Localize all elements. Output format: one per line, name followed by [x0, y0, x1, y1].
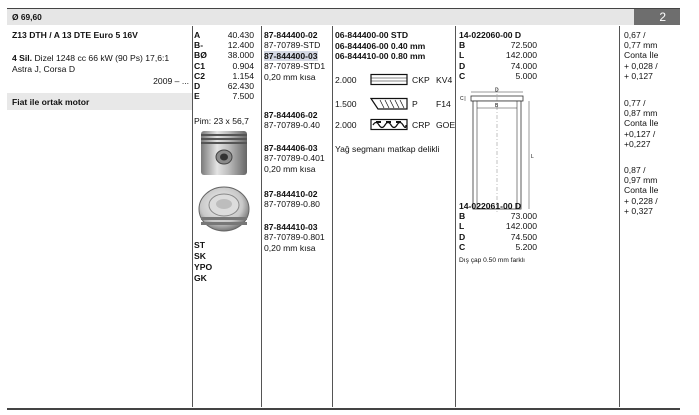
part-entry	[264, 30, 334, 51]
part-entry	[264, 51, 334, 82]
ring-oil-control-icon	[370, 118, 408, 132]
engine-cylinders: 4 Sil.	[12, 53, 33, 63]
ring-size: 2.000	[335, 75, 357, 85]
engine-description	[12, 53, 192, 74]
dimension-value: 40.430	[227, 30, 254, 40]
piston-crown-image	[197, 183, 252, 233]
part-code[interactable]: 87-844410-03	[264, 222, 318, 232]
liner-spec-row: B 72.500	[459, 40, 537, 51]
ring-size: 2.000	[335, 120, 357, 130]
part-entry	[264, 143, 334, 174]
dimension-row	[194, 81, 254, 91]
code-sk: SK	[194, 251, 206, 261]
clearance-line: 0,77 /	[624, 98, 646, 108]
part-entry	[264, 222, 334, 253]
liner-spec-row: C 5.200	[459, 241, 537, 252]
dimension-key: D	[194, 81, 201, 92]
dimension-key: B-	[194, 40, 204, 51]
part-code[interactable]: 87-844400-02	[264, 30, 318, 40]
dimension-key: E	[194, 91, 200, 102]
engine-spec: Dizel 1248 cc 66 kW (90 Ps) 17,6:1	[34, 53, 170, 63]
liner-spec-row: D 74.500	[459, 231, 537, 242]
piston-pin: Pim: 23 x 56,7	[194, 116, 249, 126]
dimension-value: 12.400	[227, 40, 254, 51]
ring-code: F14	[436, 99, 451, 109]
liner-label-c: C	[460, 96, 464, 102]
ring-row	[335, 118, 455, 132]
bore-size: Ø 69,60	[12, 12, 42, 22]
engine-years: 2009 – ...	[153, 76, 189, 86]
liner-spec-row: C 5.000	[459, 70, 537, 81]
catalog-row	[7, 26, 680, 410]
ring-column	[335, 26, 455, 406]
piston-side-image	[197, 129, 252, 177]
clearance-line: +0,227	[624, 138, 651, 149]
clearance-line: + 0,127	[624, 70, 653, 81]
clearance-entry	[624, 165, 678, 216]
piston-dimensions-table	[194, 30, 254, 101]
code-gk: GK	[194, 273, 207, 283]
clearance-line: + 0,028 /	[624, 60, 658, 71]
shared-engine-label: Fiat ile ortak motor	[12, 97, 90, 107]
page-number: 2	[634, 9, 680, 25]
clearance-line: 0,77 mm	[624, 40, 658, 51]
part-alt-code: 87-70789-STD1	[264, 61, 326, 72]
liner-footnote: Dış çap 0.50 mm farklı	[459, 257, 525, 264]
liner-drawing	[459, 86, 537, 214]
ring-set-list	[335, 30, 425, 62]
dimension-value: 1.154	[232, 70, 254, 81]
liner-spec-row: L 142.000	[459, 221, 537, 232]
part-code-highlighted[interactable]: 87-844400-03	[264, 51, 318, 61]
dimension-value: 7.500	[232, 91, 254, 102]
column-divider	[455, 26, 456, 407]
part-number-column	[264, 26, 332, 406]
liner-spec-row: L 142.000	[459, 50, 537, 61]
liner-entry	[459, 30, 537, 81]
part-entry	[264, 110, 334, 131]
ring-kind: CKP	[412, 75, 430, 85]
liner-label-d: D	[495, 87, 499, 94]
dimension-row	[194, 61, 254, 71]
dimension-key: BØ	[194, 50, 207, 61]
clearance-line: +0,127 /	[624, 128, 656, 139]
part-alt-code: 87-70789-STD	[264, 40, 321, 51]
dimension-row	[194, 91, 254, 101]
ring-row	[335, 97, 455, 111]
part-alt-code: 87-70789-0.40	[264, 120, 320, 131]
part-alt-code: 87-70789-0.401	[264, 153, 325, 164]
dimension-row	[194, 40, 254, 50]
part-code[interactable]: 87-844406-03	[264, 143, 318, 153]
part-alt-code: 87-70789-0.801	[264, 232, 325, 243]
clearance-column	[620, 26, 680, 406]
dimension-key: C1	[194, 60, 205, 71]
ring-scraper-icon	[370, 97, 408, 111]
clearance-line: Conta İle	[624, 118, 659, 129]
engine-title: Z13 DTH / A 13 DTE Euro 5 16V	[12, 30, 138, 40]
dimension-value: 0.904	[232, 60, 254, 71]
liner-spec-row: B 73.000	[459, 211, 537, 222]
liner-code[interactable]: 14-022060-00 D	[459, 30, 522, 40]
clearance-line: + 0,228 /	[624, 195, 658, 206]
liner-column	[457, 26, 539, 406]
ring-row	[335, 73, 455, 87]
ring-set-code[interactable]: 06-844410-00 0.80 mm	[335, 51, 426, 61]
liner-code[interactable]: 14-022061-00 D	[459, 201, 522, 211]
liner-entry	[459, 201, 537, 252]
liner-label-l: L	[531, 154, 534, 160]
ring-kind: P	[412, 99, 418, 109]
dimension-value: 62.430	[227, 81, 254, 92]
dimension-key: A	[194, 30, 201, 40]
clearance-line: 0,87 /	[624, 165, 646, 175]
part-code[interactable]: 87-844406-02	[264, 110, 318, 120]
ring-code: GOE	[436, 120, 456, 130]
clearance-line: + 0,327	[624, 205, 653, 216]
column-divider	[261, 26, 262, 407]
part-note: 0,20 mm kısa	[264, 163, 316, 174]
part-code[interactable]: 87-844410-02	[264, 189, 318, 199]
ring-size: 1.500	[335, 99, 357, 109]
clearance-entry	[624, 98, 678, 149]
ring-set-code[interactable]: 06-844400-00 STD	[335, 30, 409, 40]
clearance-line: Conta İle	[624, 50, 659, 61]
ring-note: Yağ segmanı matkap delikli	[335, 144, 440, 154]
column-divider	[332, 26, 333, 407]
ring-compression-icon	[370, 73, 408, 87]
part-entry	[264, 189, 334, 210]
ring-kind: CRP	[412, 120, 431, 130]
part-note: 0,20 mm kısa	[264, 71, 316, 82]
piston-codes	[194, 240, 212, 284]
shared-engine-bar	[7, 93, 192, 110]
liner-spec-row: D 74.000	[459, 60, 537, 71]
dimension-key: C2	[194, 70, 205, 81]
dimension-row	[194, 50, 254, 60]
code-ypo: YPO	[194, 262, 213, 272]
header-bar	[7, 8, 680, 25]
liner-label-b: B	[495, 103, 499, 109]
ring-code: KV4	[436, 75, 453, 85]
engine-vehicles: Astra J, Corsa D	[12, 63, 76, 74]
clearance-line: 0,67 /	[624, 30, 646, 40]
code-st: ST	[194, 240, 205, 250]
dimension-value: 38.000	[227, 50, 254, 61]
column-divider	[192, 26, 193, 407]
part-alt-code: 87-70789-0.80	[264, 199, 320, 210]
clearance-line: 0,97 mm	[624, 175, 658, 186]
clearance-line: Conta İle	[624, 185, 659, 196]
dimension-row	[194, 30, 254, 40]
clearance-entry	[624, 30, 678, 81]
dimension-row	[194, 71, 254, 81]
part-note: 0,20 mm kısa	[264, 242, 316, 253]
clearance-line: 0,87 mm	[624, 108, 658, 119]
piston-column	[194, 26, 259, 406]
ring-set-code[interactable]: 06-844406-00 0.40 mm	[335, 40, 426, 51]
engine-column	[7, 26, 192, 406]
